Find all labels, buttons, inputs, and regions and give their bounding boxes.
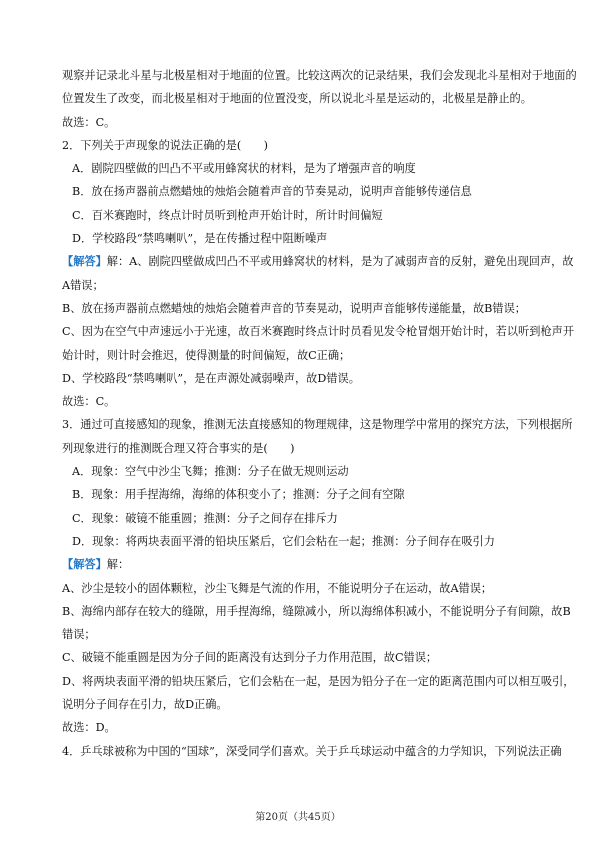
text-line (62, 278, 540, 293)
answer-option (62, 161, 540, 176)
solution-line (62, 254, 574, 269)
line-text: 解：A、剧院四壁做成凹凸不平或用蜂窝状的材料，是为了减弱声音的反射，避免出现回声，故 (106, 255, 574, 269)
line-text: B、放在扬声器前点燃蜡烛的烛焰会随着声音的节奏晃动，说明声音能够传递能量，故B错误； (62, 301, 526, 315)
answer-option (62, 487, 540, 502)
text-line (62, 627, 540, 642)
line-text: D、学校路段“禁鸣喇叭”，是在声源处减弱噪声，故D错误。 (62, 371, 360, 385)
text-line (62, 91, 540, 106)
line-text: C．现象：破镜不能重圆；推测：分子之间存在排斥力 (72, 511, 338, 525)
text-line (62, 650, 540, 665)
line-text: C．百米赛跑时，终点计时员听到枪声开始计时，所计时间偏短 (72, 208, 383, 222)
line-text: 错误； (62, 628, 96, 642)
text-line (62, 604, 571, 619)
line-text: A．剧院四壁做的凹凸不平或用蜂窝状的材料，是为了增强声音的响度 (72, 162, 416, 176)
line-text: 2．下列关于声现象的说法正确的是( ) (62, 138, 269, 152)
line-text: A、沙尘是较小的固体颗粒，沙尘飞舞是气流的作用，不能说明分子在运动，故A错误； (62, 581, 493, 595)
text-line (62, 301, 540, 316)
line-text: B、海绵内部存在较大的缝隙，用手捏海绵，缝隙减小，所以海绵体积减小，不能说明分子有间隙，故B (62, 604, 571, 618)
answer-option (62, 231, 540, 246)
line-text: 故选：C。 (62, 115, 116, 129)
page-content (62, 68, 577, 767)
text-line (62, 324, 575, 339)
text-line (62, 697, 540, 712)
line-text: 故选：D。 (62, 721, 116, 735)
answer-option (62, 534, 540, 549)
line-text: 3．通过可直接感知的现象，推测无法直接感知的物理规律，这是物理学中常用的探究方法，下列根据所 (62, 418, 573, 432)
answer-option (62, 208, 540, 223)
text-line (62, 581, 540, 596)
answer-option (62, 184, 540, 199)
line-text: 4．乒乓球被称为中国的“国球”，深受同学们喜欢。关于乒乓球运动中蕴含的力学知识，下列说法正确 (62, 744, 562, 758)
text-line (62, 674, 575, 689)
line-text: 位置发生了改变，而北极星相对于地面的位置没变，所以说北斗星是运动的，北极星是静止的。 (62, 92, 532, 106)
line-text: 说明分子间存在引力，故D正确。 (62, 698, 228, 712)
text-line (62, 744, 562, 759)
text-line (62, 371, 540, 386)
line-text: 解： (106, 558, 130, 572)
line-text: C、破镜不能重圆是因为分子间的距离没有达到分子力作用范围，故C错误； (62, 651, 438, 665)
line-text: B．现象：用手捏海绵，海绵的体积变小了；推测：分子之间有空隙 (72, 488, 405, 502)
text-line (62, 138, 540, 153)
text-line (62, 394, 540, 409)
answer-option (62, 511, 540, 526)
line-text: 故选：C。 (62, 395, 116, 409)
text-line (62, 441, 540, 456)
text-line (62, 417, 573, 432)
line-text: A．现象：空气中沙尘飞舞；推测：分子在做无规则运动 (72, 465, 349, 479)
line-text: B．放在扬声器前点燃蜡烛的烛焰会随着声音的节奏晃动，说明声音能够传递信息 (72, 185, 472, 199)
line-text: D、将两块表面平滑的铅块压紧后，它们会粘在一起，是因为铅分子在一定的距离范围内可以相互吸引， (62, 674, 575, 688)
text-line (62, 115, 540, 130)
page-footer: 第20页（共45页） (255, 812, 341, 823)
line-text: 始计时，则计时会推迟，使得测量的时间偏短，故C正确； (62, 348, 351, 362)
solution-tag: 【解答】 (62, 557, 107, 572)
solution-tag: 【解答】 (62, 254, 107, 269)
text-line (62, 720, 540, 735)
line-text: D．学校路段“禁鸣喇叭”，是在传播过程中阻断噪声 (72, 232, 328, 246)
line-text: D．现象：将两块表面平滑的铅块压紧后，它们会粘在一起；推测：分子间存在吸引力 (72, 534, 495, 548)
text-line (62, 68, 577, 83)
text-line (62, 348, 540, 363)
solution-line (62, 557, 540, 572)
line-text: C、因为在空气中声速远小于光速，故百米赛跑时终点计时员看见发令枪冒烟开始计时，若以听到枪声开 (62, 325, 575, 339)
answer-option (62, 464, 540, 479)
line-text: 列现象进行的推测既合理又符合事实的是( ) (62, 441, 295, 455)
line-text: 观察并记录北斗星与北极星相对于地面的位置。比较这两次的记录结果，我们会发现北斗星相对于地面的 (62, 69, 577, 82)
line-text: A错误； (62, 278, 104, 292)
